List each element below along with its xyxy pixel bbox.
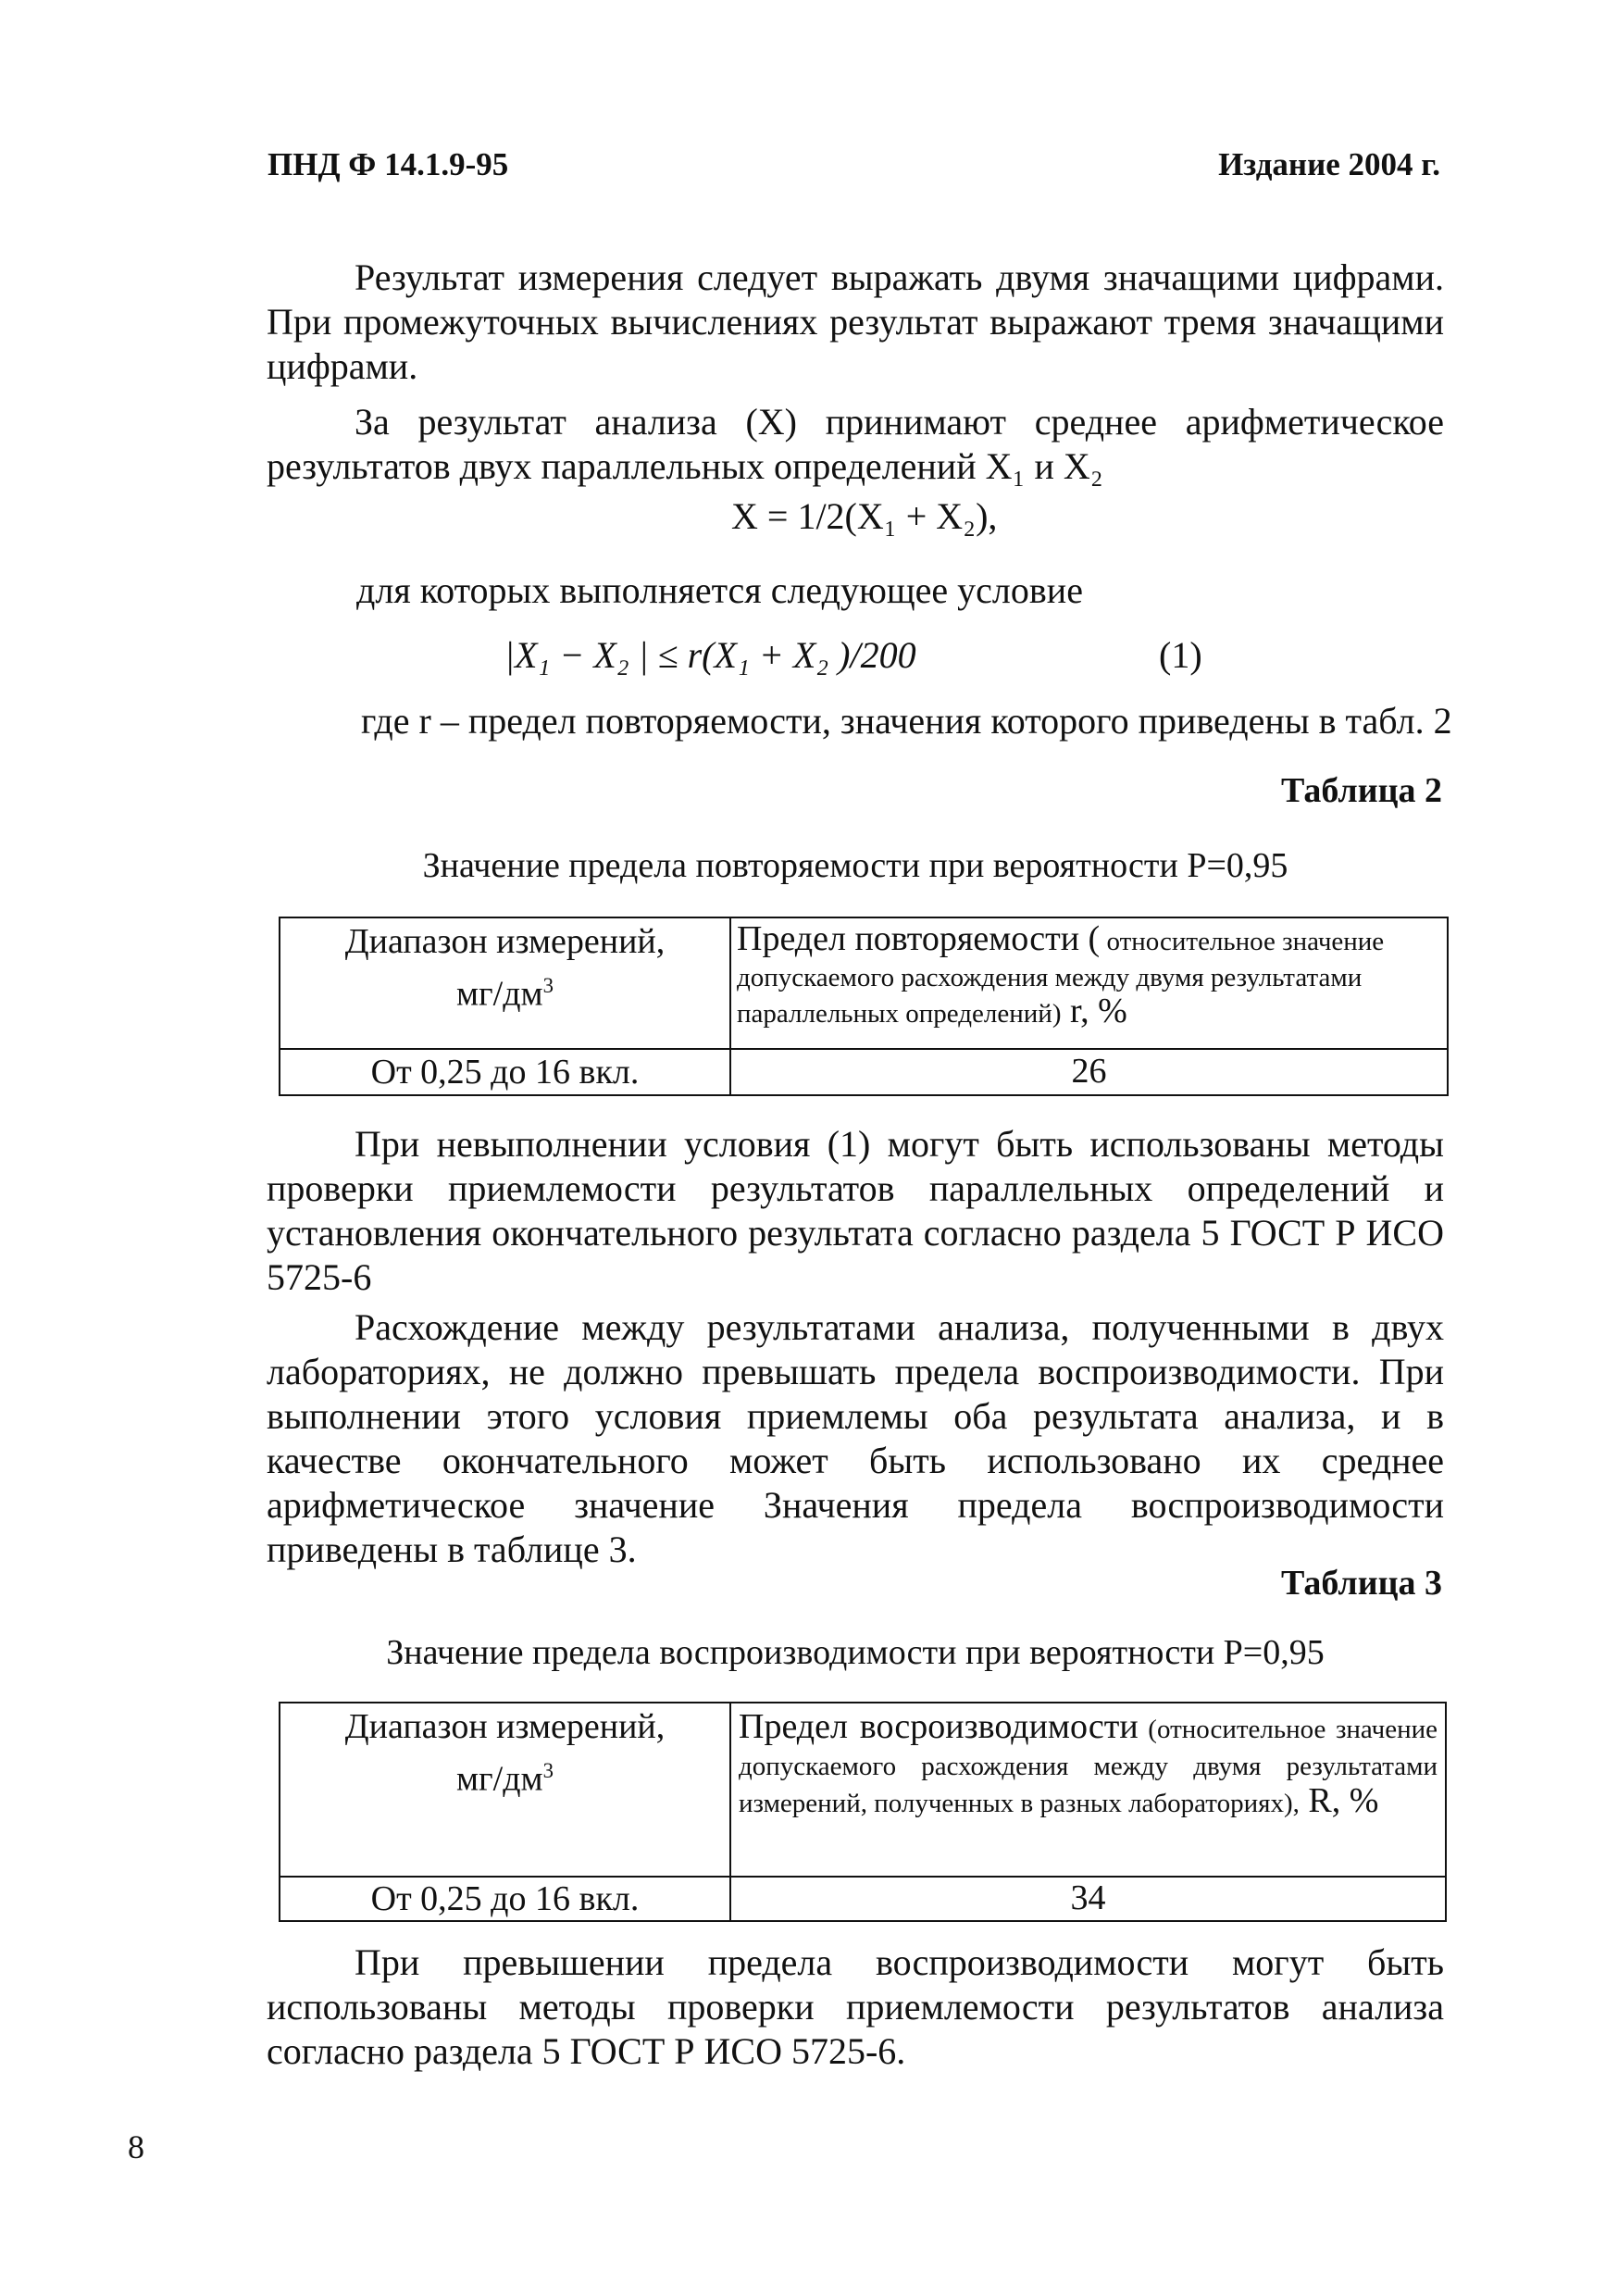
- where-r-text: где r – предел повторяемости, значения которого приведены в табл. 2: [361, 700, 1452, 742]
- paragraph-condition-failure: При невыполнении условия (1) могут быть использованы методы проверки приемлемости результатов параллельных определений и установления окончательного результата согласно раздела 5 ГОСТ Р ИСО 5725-6: [267, 1123, 1444, 1298]
- table3-range-cell: От 0,25 до 16 вкл.: [280, 1877, 730, 1921]
- table2-label: Таблица 2: [1280, 771, 1442, 810]
- table2: [279, 917, 1449, 1096]
- paragraph-result-definition: За результат анализа (Х) принимают среднее арифметическое результатов двух параллельных определений Х₁ и Х₂: [267, 401, 1444, 487]
- table-row: [280, 1049, 1448, 1095]
- page-number: 8: [128, 2128, 144, 2165]
- table2-range-cell: От 0,25 до 16 вкл.: [280, 1049, 730, 1095]
- condition-text: для которых выполняется следующее условие: [356, 569, 1083, 611]
- document-code: ПНД Ф 14.1.9-95: [268, 146, 509, 182]
- table2-col1-header: Диапазон измерений, $мг/дм^3$: [280, 917, 730, 1049]
- formula-mean: X = 1/2(X₁ + X₂),: [731, 495, 998, 537]
- table3-label: Таблица 3: [1280, 1564, 1442, 1603]
- table2-value-cell: 26: [730, 1049, 1448, 1095]
- table3: [279, 1702, 1447, 1922]
- table2-col2-header: Предел повторяемости ( относительное значение допускаемого расхождения между двумя результатами параллельных определений) r, %: [730, 917, 1448, 1049]
- paragraph-significant-digits: Результат измерения следует выражать двумя значащими цифрами. При промежуточных вычислениях результат выражают тремя значащими цифрами.: [267, 256, 1444, 387]
- table3-col2-header: Предел восроизводимости (относительное значение допускаемого расхождения между двумя результатами измерений, полученных в разных лабораториях), R, %: [730, 1703, 1446, 1877]
- formula-repeatability-condition: |X₁ − X₂ | ≤ r(X₁ + X₂ )/200: [504, 634, 916, 676]
- paragraph-reproducibility-exceeded: При превышении предела воспроизводимости могут быть использованы методы проверки приемлемости результатов анализа согласно раздела 5 ГОСТ Р ИСО 5725-6.: [267, 1941, 1444, 2072]
- edition-year: Издание 2004 г.: [1218, 146, 1440, 182]
- table3-col1-header: Диапазон измерений, $мг/дм^3$: [280, 1703, 730, 1877]
- table3-value-cell: 34: [730, 1877, 1446, 1921]
- paragraph-interlab-discrepancy: Расхождение между результатами анализа, полученными в двух лабораториях, не должно превышать предела воспроизводимости. При выполнении этого условия приемлемы оба результата анализа, и в качестве окончательного может быть использовано их среднее арифметическое значение Значения предела воспроизводимости приведены в таблице 3.: [267, 1306, 1444, 1570]
- table-row: [280, 1877, 1446, 1921]
- table-row: [280, 1703, 1446, 1877]
- table2-caption: Значение предела повторяемости при вероятности Р=0,95: [422, 846, 1288, 885]
- table3-caption: Значение предела воспроизводимости при вероятности Р=0,95: [386, 1633, 1325, 1672]
- formula-number: (1): [1159, 634, 1202, 676]
- table-row: [280, 917, 1448, 1049]
